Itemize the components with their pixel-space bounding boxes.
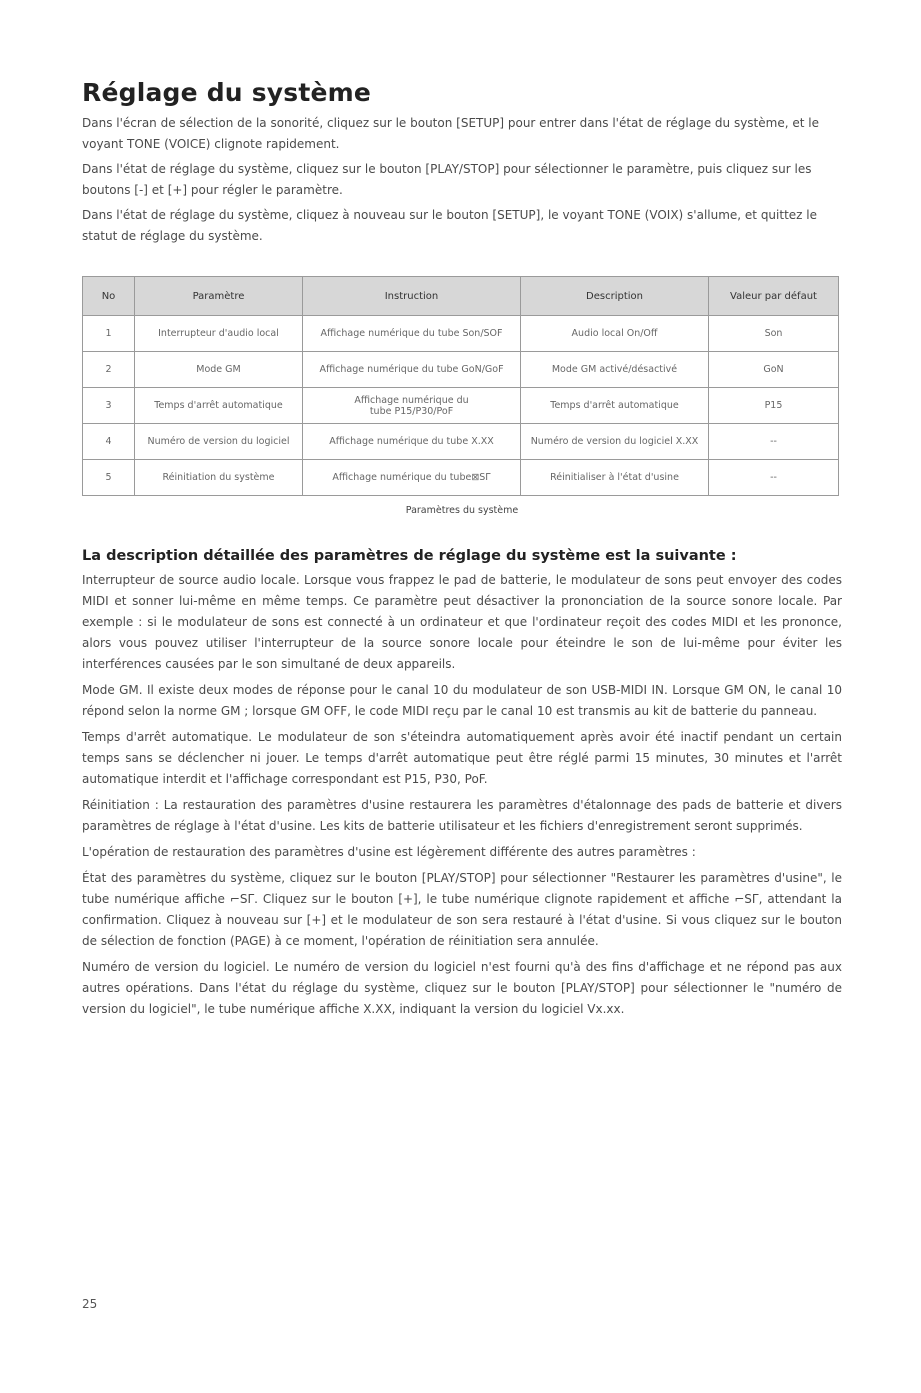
detail-paragraph: L'opération de restauration des paramètres d'usine est légèrement différente des autres paramètres : — [82, 845, 696, 859]
cell-instruction: Affichage numérique du tube Son/SOF — [303, 316, 521, 352]
cell-description: Numéro de version du logiciel X.XX — [521, 424, 709, 460]
cell-parameter: Interrupteur d'audio local — [135, 316, 303, 352]
cell-no: 3 — [83, 388, 135, 424]
parameters-table — [82, 276, 839, 496]
detail-paragraph: Numéro de version du logiciel. Le numéro de version du logiciel n'est fourni qu'à des fins d'affichage et ne répond pas aux autres opérations. Dans l'état du réglage du système, cliquez sur le bouton [PLAY/STOP] pour sélectionner le "numéro de version du logiciel", le tube numérique affiche X.XX, indiquant la version du logiciel Vx.xx. — [82, 960, 842, 1016]
cell-instruction: Affichage numérique du tube⊠SΓ — [303, 460, 521, 496]
cell-description: Audio local On/Off — [521, 316, 709, 352]
cell-default-value: GoN — [709, 352, 839, 388]
cell-default-value: -- — [709, 460, 839, 496]
cell-no: 5 — [83, 460, 135, 496]
detail-paragraph: Temps d'arrêt automatique. Le modulateur de son s'éteindra automatiquement après avoir été inactif pendant un certain temps sans se déclencher ni jouer. Le temps d'arrêt automatique peut être réglé parmi 15 minutes, 30 minutes et l'arrêt automatique interdit et l'affichage correspondant est P15, P30, PoF. — [82, 730, 842, 786]
cell-description: Mode GM activé/désactivé — [521, 352, 709, 388]
cell-no: 2 — [83, 352, 135, 388]
header-parameter: Paramètre — [135, 277, 303, 316]
detail-paragraph: État des paramètres du système, cliquez sur le bouton [PLAY/STOP] pour sélectionner "Restaurer les paramètres d'usine", le tube numérique affiche ⌐SΓ. Cliquez sur le bouton [+], le tube numérique clignote rapidement et affiche ⌐SΓ, attendant la confirmation. Cliquez à nouveau sur [+] et le modulateur de son sera restauré à l'état d'usine. Si vous cliquez sur le bouton de sélection de fonction (PAGE) à ce moment, l'opération de réinitiation sera annulée. — [82, 871, 842, 948]
intro-paragraph: Dans l'écran de sélection de la sonorité, cliquez sur le bouton [SETUP] pour entrer dans l'état de réglage du système, et le voyant TONE (VOICE) clignote rapidement. — [82, 116, 819, 151]
cell-default-value: Son — [709, 316, 839, 352]
intro-paragraph: Dans l'état de réglage du système, cliquez à nouveau sur le bouton [SETUP], le voyant TONE (VOIX) s'allume, et quittez le statut de réglage du système. — [82, 208, 817, 243]
parameters-table-container — [82, 276, 842, 516]
cell-description: Réinitialiser à l'état d'usine — [521, 460, 709, 496]
detail-paragraph: Réinitiation : La restauration des paramètres d'usine restaurera les paramètres d'étalonnage des pads de batterie et divers paramètres de réglage à l'état d'usine. Les kits de batterie utilisateur et les fichiers d'enregistrement seront supprimés. — [82, 798, 842, 833]
table-caption: Paramètres du système — [405, 505, 519, 516]
table-row — [83, 316, 839, 352]
cell-instruction: Affichage numérique du tube GoN/GoF — [303, 352, 521, 388]
cell-default-value: -- — [709, 424, 839, 460]
cell-description: Temps d'arrêt automatique — [521, 388, 709, 424]
intro-section — [82, 113, 842, 247]
header-instruction: Instruction — [303, 277, 521, 316]
header-default-value: Valeur par défaut — [709, 277, 839, 316]
cell-instruction: Affichage numérique du tube P15/P30/PoF — [303, 388, 521, 424]
page-title: Réglage du système — [82, 78, 372, 107]
cell-parameter: Temps d'arrêt automatique — [135, 388, 303, 424]
cell-parameter: Numéro de version du logiciel — [135, 424, 303, 460]
cell-no: 1 — [83, 316, 135, 352]
cell-instruction: Affichage numérique du tube X.XX — [303, 424, 521, 460]
intro-paragraph: Dans l'état de réglage du système, cliquez sur le bouton [PLAY/STOP] pour sélectionner le paramètre, puis cliquez sur les boutons [-] et [+] pour régler le paramètre. — [82, 162, 812, 197]
header-description: Description — [521, 277, 709, 316]
section-heading: La description détaillée des paramètres de réglage du système est la suivante : — [82, 548, 737, 564]
cell-parameter: Mode GM — [135, 352, 303, 388]
table-header-row — [83, 277, 839, 316]
cell-no: 4 — [83, 424, 135, 460]
details-section — [82, 570, 842, 1020]
detail-paragraph: Mode GM. Il existe deux modes de réponse pour le canal 10 du modulateur de son USB-MIDI IN. Lorsque GM ON, le canal 10 répond selon la norme GM ; lorsque GM OFF, le code MIDI reçu par le canal 10 est transmis au kit de batterie du panneau. — [82, 683, 842, 718]
table-row — [83, 424, 839, 460]
document-page — [82, 78, 842, 1025]
detail-paragraph: Interrupteur de source audio locale. Lorsque vous frappez le pad de batterie, le modulateur de sons peut envoyer des codes MIDI et sonner lui-même en même temps. Ce paramètre peut désactiver la prononciation de la source sonore locale. Par exemple : si le modulateur de sons est connecté à un ordinateur et que l'ordinateur reçoit des codes MIDI et les prononce, alors vous pouvez utiliser l'interrupteur de la source sonore locale pour éteindre le son de lui-même pour éviter les interférences causées par le son simultané de deux appareils. — [82, 573, 842, 671]
header-no: No — [83, 277, 135, 316]
table-row — [83, 388, 839, 424]
table-row — [83, 352, 839, 388]
cell-default-value: P15 — [709, 388, 839, 424]
page-number: 25 — [82, 1297, 98, 1311]
cell-parameter: Réinitiation du système — [135, 460, 303, 496]
table-row — [83, 460, 839, 496]
